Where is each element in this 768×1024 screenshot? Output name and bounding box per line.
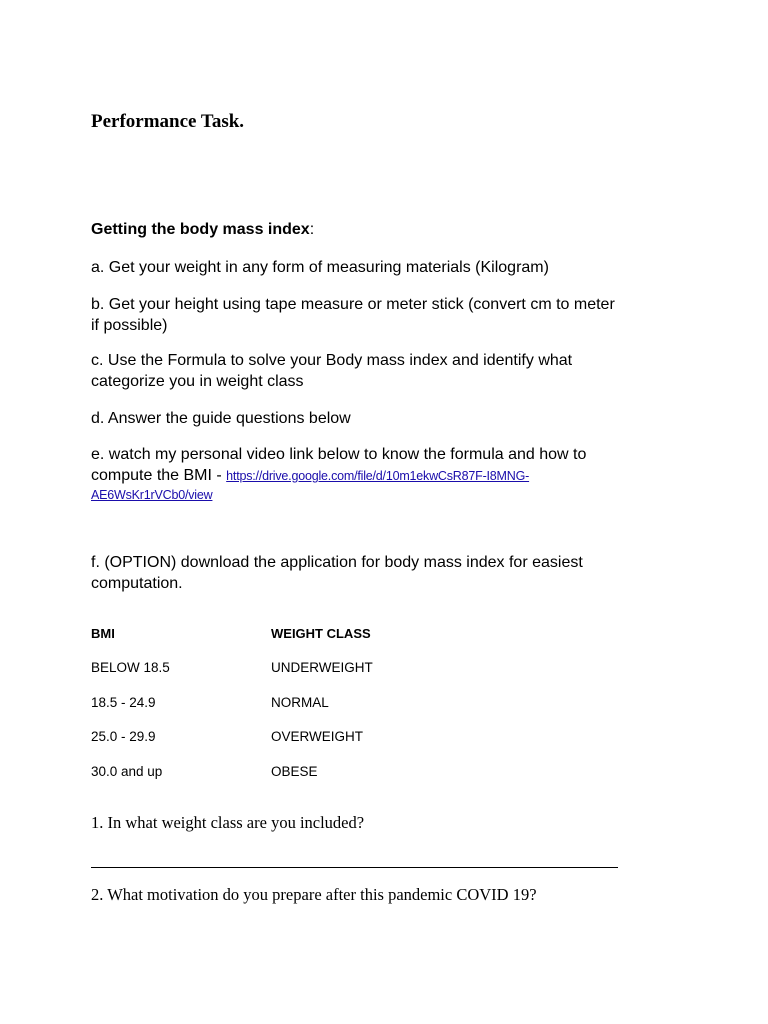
step-c-line2: categorize you in weight class bbox=[91, 373, 304, 390]
step-c bbox=[91, 350, 572, 392]
step-e-line2 bbox=[91, 465, 586, 487]
table-cell-class: NORMAL bbox=[271, 695, 329, 710]
step-a: a. Get your weight in any form of measuring materials (Kilogram) bbox=[91, 259, 549, 276]
step-e-line2-text: compute the BMI - bbox=[91, 467, 227, 484]
step-b-line1: b. Get your height using tape measure or meter stick (convert cm to meter bbox=[91, 296, 615, 313]
video-link[interactable]: https://drive.google.com/file/d/10m1ekwCsR87F-I8MNG- bbox=[226, 469, 530, 483]
answer-line bbox=[91, 867, 618, 868]
section-heading-bold: Getting the body mass index bbox=[91, 221, 310, 238]
table-cell-bmi: BELOW 18.5 bbox=[91, 660, 170, 675]
step-f-line2: computation. bbox=[91, 575, 183, 592]
table-cell-class: OVERWEIGHT bbox=[271, 729, 364, 744]
step-f bbox=[91, 552, 583, 594]
step-b-line2: if possible) bbox=[91, 317, 168, 334]
table-cell-class: UNDERWEIGHT bbox=[271, 660, 373, 675]
table-header-bmi: BMI bbox=[91, 626, 115, 641]
table-cell-bmi: 25.0 - 29.9 bbox=[91, 729, 156, 744]
step-b bbox=[91, 294, 615, 336]
table-cell-bmi: 30.0 and up bbox=[91, 764, 163, 779]
question-1: 1. In what weight class are you included? bbox=[91, 813, 365, 832]
table-header-weight-class: WEIGHT CLASS bbox=[271, 626, 371, 641]
page-title: Performance Task. bbox=[91, 111, 245, 132]
step-f-line1: f. (OPTION) download the application for body mass index for easiest bbox=[91, 554, 583, 571]
video-link-continued[interactable]: AE6WsKr1rVCb0/view bbox=[91, 488, 213, 502]
table-cell-bmi: 18.5 - 24.9 bbox=[91, 695, 156, 710]
step-e bbox=[91, 444, 586, 487]
section-heading-colon: : bbox=[309, 221, 315, 238]
step-e-line1: e. watch my personal video link below to know the formula and how to bbox=[91, 446, 587, 463]
step-d: d. Answer the guide questions below bbox=[91, 410, 351, 427]
table-cell-class: OBESE bbox=[271, 764, 318, 779]
step-c-line1: c. Use the Formula to solve your Body mass index and identify what bbox=[91, 352, 573, 369]
question-2: 2. What motivation do you prepare after this pandemic COVID 19? bbox=[91, 885, 537, 904]
section-heading bbox=[91, 221, 314, 239]
